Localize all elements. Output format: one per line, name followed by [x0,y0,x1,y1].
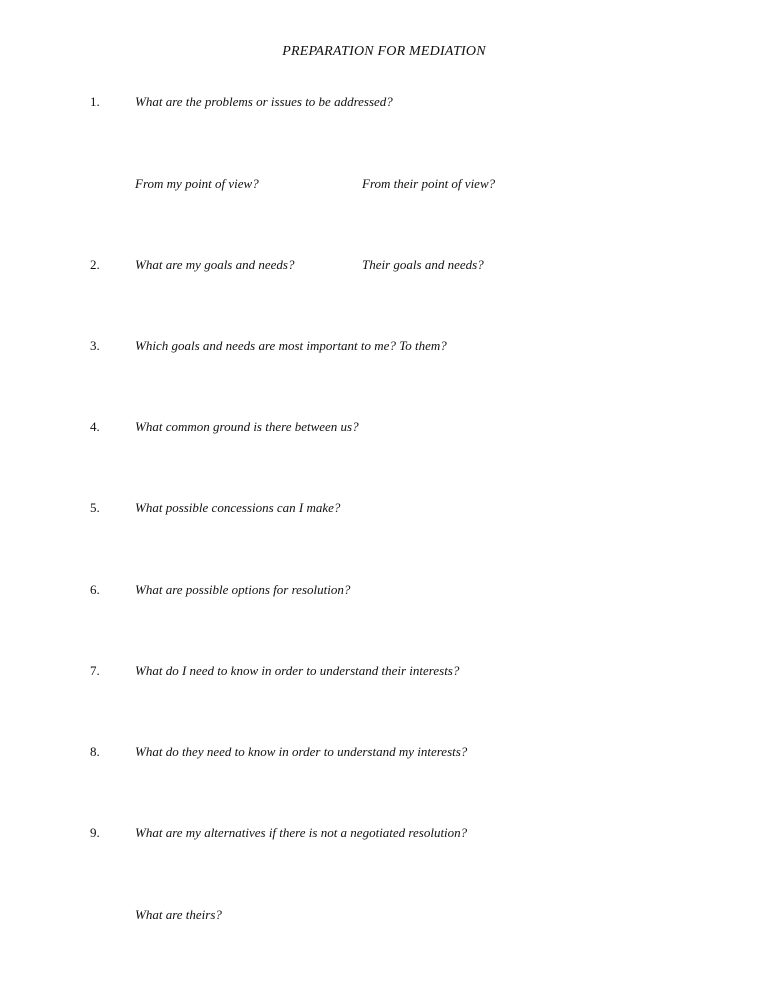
question-number: 5. [90,500,100,515]
sub-prompt-their-view: From their point of view? [362,176,496,191]
question-text: Which goals and needs are most important to me? To them? [135,338,447,353]
question-text: What common ground is there between us? [135,419,359,434]
question-number: 2. [90,257,100,272]
question-text: What are my goals and needs? [135,257,295,272]
question-text: What are my alternatives if there is not a negotiated resolution? [135,825,468,840]
question-text: What do they need to know in order to understand my interests? [135,744,468,759]
question-text: What are the problems or issues to be addressed? [135,94,393,109]
question-text: What are possible options for resolution? [135,582,351,597]
question-number: 1. [90,94,100,109]
sub-prompt-my-view: From my point of view? [135,176,259,191]
question-side-text: Their goals and needs? [362,257,484,272]
question-number: 9. [90,825,100,840]
question-number: 3. [90,338,100,353]
document-title: PREPARATION FOR MEDIATION [282,44,486,59]
question-text: What possible concessions can I make? [135,500,341,515]
question-number: 7. [90,663,100,678]
question-number: 4. [90,419,100,434]
question-number: 8. [90,744,100,759]
question-number: 6. [90,582,100,597]
sub-prompt-theirs: What are theirs? [135,907,222,922]
question-text: What do I need to know in order to understand their interests? [135,663,460,678]
